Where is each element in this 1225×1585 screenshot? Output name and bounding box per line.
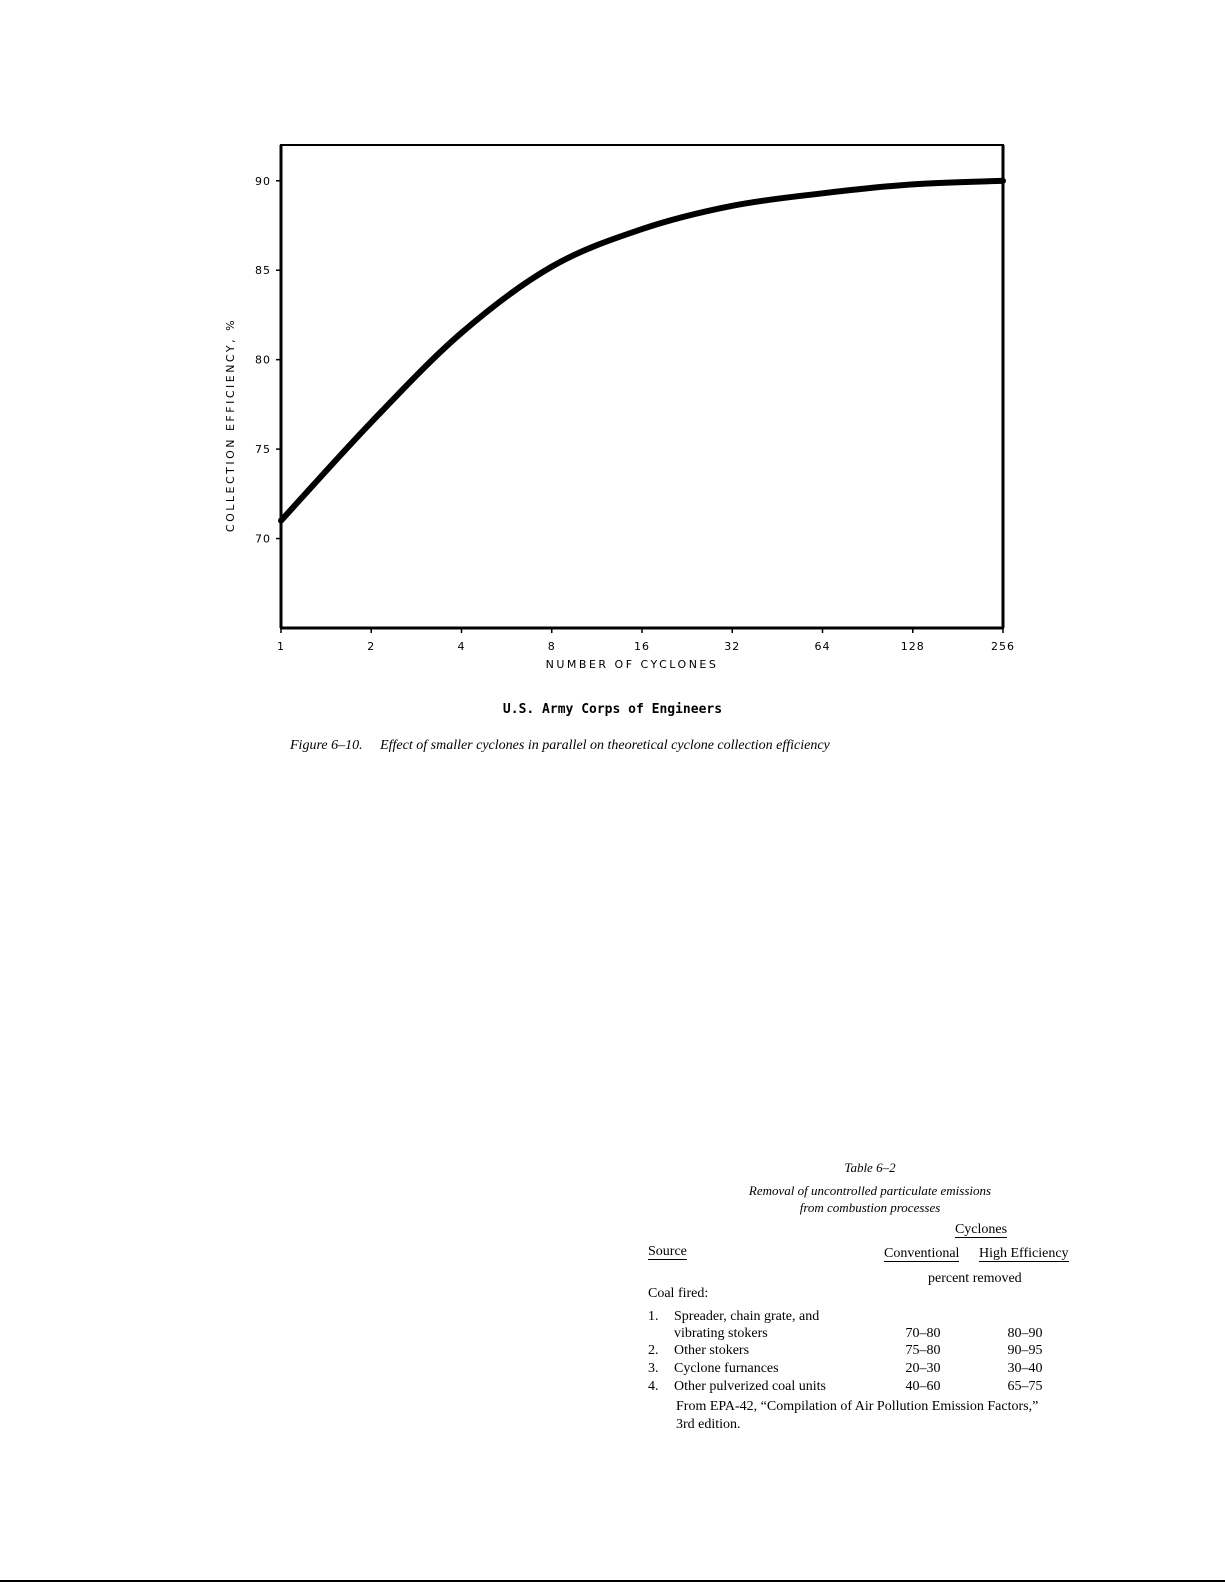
table-title-line2: from combustion processes (799, 1200, 941, 1215)
x-tick-label: 4 (457, 640, 466, 653)
figure-caption-text: Effect of smaller cyclones in parallel on theoretical cyclone collection efficiency (380, 738, 830, 753)
x-tick-label: 2 (367, 640, 376, 653)
x-tick-label: 256 (991, 640, 1015, 653)
x-tick-label: 64 (814, 640, 831, 653)
y-tick-label: 80 (255, 353, 271, 367)
chart-frame (281, 145, 1003, 628)
table-section: Coal fired: (648, 1286, 709, 1301)
y-tick-label: 85 (255, 264, 271, 278)
x-axis-ticks (277, 628, 1015, 653)
table-footnote-line2: 3rd edition. (676, 1417, 741, 1432)
table-number: Table 6–2 (844, 1160, 896, 1175)
y-tick-label: 75 (255, 443, 271, 457)
y-tick-label: 90 (255, 174, 271, 188)
page-bottom-rule (0, 1580, 1225, 1582)
x-tick-label: 16 (634, 640, 650, 653)
x-tick-label: 8 (547, 640, 556, 653)
x-axis-label: NUMBER OF CYCLONES (545, 658, 719, 671)
table-col-source: Source (648, 1244, 687, 1259)
table-footnote-line1: From EPA-42, “Compilation of Air Pollution Emission Factors,” (676, 1399, 1039, 1414)
y-axis-label: COLLECTION EFFICIENCY, % (224, 317, 237, 533)
table-group-header: Cyclones (954, 1222, 1008, 1237)
efficiency-curve (281, 181, 1003, 521)
table-col-conventional: Conventional (884, 1246, 960, 1261)
table-col-high-efficiency: High Efficiency (979, 1246, 1069, 1261)
plot-border (281, 145, 1003, 628)
figure-credit: U.S. Army Corps of Engineers (502, 702, 723, 717)
efficiency-chart (0, 0, 1225, 700)
table-units: percent removed (928, 1271, 1022, 1286)
y-axis-ticks (255, 175, 281, 546)
x-tick-label: 1 (277, 640, 285, 653)
x-tick-label: 128 (900, 640, 925, 653)
x-tick-label: 32 (724, 640, 741, 653)
table-title-line1: Removal of uncontrolled particulate emissions (748, 1183, 992, 1198)
figure-number: Figure 6–10. (290, 738, 363, 753)
y-tick-label: 70 (255, 532, 271, 546)
figure-caption (290, 738, 830, 754)
